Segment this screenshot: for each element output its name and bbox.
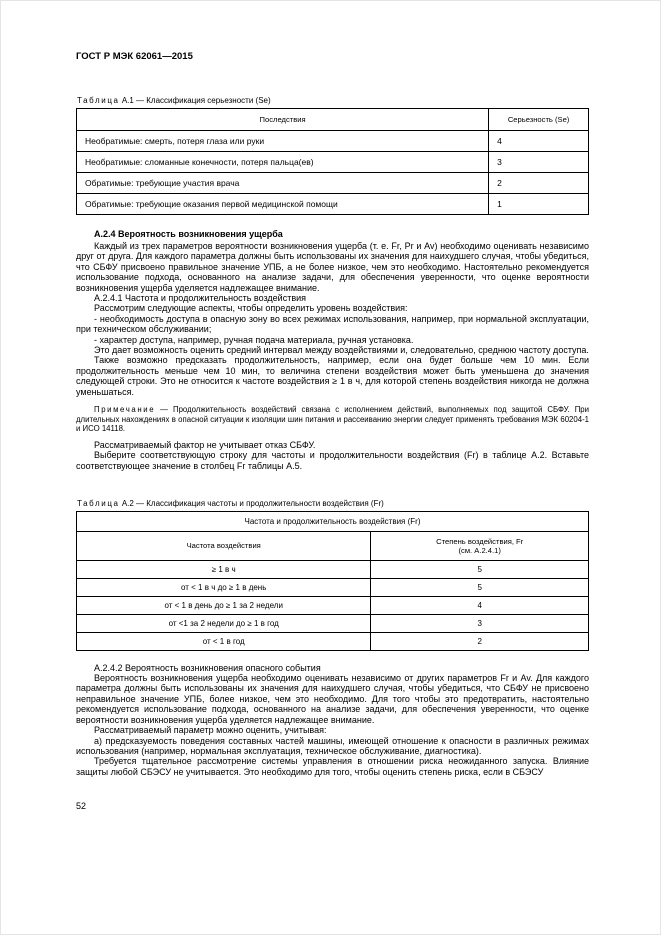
frequency-cell: от <1 за 2 недели до ≥ 1 в год: [77, 614, 371, 632]
table-row: [77, 560, 589, 578]
paragraph: Также возможно предсказать продолжительность, например, если она будет больше чем 10 мин. Если продолжительность меньше чем 10 мин, то величина степени воздействия может быть уменьшена до значения следующей строки. Это не относится к частоте воздействия ≥ 1 в ч, для которой степень воздействия никогда не должна уменьшаться.: [76, 355, 589, 397]
table-a1-col-consequences: Последствия: [77, 109, 489, 131]
degree-cell: 5: [371, 560, 589, 578]
degree-cell: 2: [371, 632, 589, 650]
severity-cell: 4: [489, 131, 589, 152]
note: [76, 405, 589, 434]
frequency-cell: от < 1 в день до ≥ 1 за 2 недели: [77, 596, 371, 614]
table-a2-col-degree: [371, 531, 589, 560]
paragraph: Требуется тщательное рассмотрение системы управления в отношении риска неожиданного запуска. Влияние защиты любой СБЭСУ не учитывается. Это необходимо для того, чтобы оценить степень риска, если в СБЭСУ: [76, 756, 589, 777]
severity-cell: 1: [489, 194, 589, 215]
list-item: - необходимость доступа в опасную зону во всех режимах использования, например, при нормальной эксплуатации, при техническом обслуживании;: [76, 313, 589, 335]
table-row: [77, 152, 589, 173]
degree-cell: 3: [371, 614, 589, 632]
degree-cell: 5: [371, 578, 589, 596]
table-a1-caption: [77, 96, 589, 105]
paragraph: Рассматриваемый параметр можно оценить, учитывая:: [94, 725, 327, 736]
table-a2-subheader-row: [77, 531, 589, 560]
section-heading-a241: А.2.4.1 Частота и продолжительность воздействия: [94, 293, 307, 304]
table-a1-caption-word: Таблица: [77, 96, 120, 105]
paragraph: Это дает возможность оценить средний интервал между воздействиями и, следовательно, среднюю частоту доступа.: [94, 344, 589, 355]
table-a2-col-degree-line1: Степень воздействия, Fr: [436, 536, 524, 546]
consequence-cell: Необратимые: смерть, потеря глаза или руки: [77, 131, 489, 152]
table-a1-header-row: [77, 109, 589, 131]
severity-cell: 3: [489, 152, 589, 173]
table-a2-merged-header: Частота и продолжительность воздействия (Fr): [77, 511, 589, 531]
severity-cell: 2: [489, 173, 589, 194]
page-number: 52: [76, 801, 87, 812]
section-heading-a24: А.2.4 Вероятность возникновения ущерба: [94, 229, 283, 239]
table-a2-merged-header-row: [77, 511, 589, 531]
table-row: [77, 596, 589, 614]
standard-designation: ГОСТ Р МЭК 62061—2015: [76, 51, 193, 62]
paragraph: Каждый из трех параметров вероятности возникновения ущерба (т. е. Fr, Pr и Av) необходимо оценивать независимо друг от друга. Для каждого параметра должны быть использованы их значения для наихудшего случая, чтобы убедиться, что СБФУ присвоено правильное значение УПБ, а не более низкое, чем это необходимо. Настоятельно рекомендуется использование подхода, основанного на анализе задачи, для обеспечения уверенности, что оценке вероятности возникновения ущерба уделяется надлежащее внимание.: [76, 241, 589, 293]
table-row: [77, 578, 589, 596]
table-a1-caption-text: А.1 — Классификация серьезности (Se): [121, 96, 271, 105]
paragraph: Рассматриваемый фактор не учитывает отказ СБФУ.: [94, 439, 316, 450]
consequence-cell: Обратимые: требующие участия врача: [77, 173, 489, 194]
paragraph: Выберите соответствующую строку для частоты и продолжительности воздействия (Fr) в таблице А.2. Вставьте соответствующее значение в столбец Fr таблицы А.5.: [76, 450, 589, 471]
table-a2-caption: [77, 499, 589, 508]
degree-cell: 4: [371, 596, 589, 614]
table-row: [77, 131, 589, 152]
table-a1-col-severity: Серьезность (Se): [489, 109, 589, 131]
note-word: Примечание: [94, 405, 156, 415]
consequence-cell: Необратимые: сломанные конечности, потеря пальца(ев): [77, 152, 489, 173]
table-row: [77, 614, 589, 632]
table-a2: [76, 511, 589, 651]
table-row: [77, 173, 589, 194]
table-a2-caption-word: Таблица: [77, 498, 120, 508]
table-row: [77, 194, 589, 215]
consequence-cell: Обратимые: требующие оказания первой медицинской помощи: [77, 194, 489, 215]
table-a2-col-frequency: Частота воздействия: [77, 531, 371, 560]
table-a2-caption-text: А.2 — Классификация частоты и продолжительности воздействия (Fr): [121, 498, 384, 508]
list-item: - характер доступа, например, ручная подача материала, ручная установка.: [94, 334, 414, 345]
frequency-cell: от < 1 в год: [77, 632, 371, 650]
paragraph: Вероятность возникновения ущерба необходимо оценивать независимо от других параметров Fr и Av. Для каждого параметра должны быть использованы их значения для наихудшего случая, чтобы убедиться, что СБФУ не присвоено неправильное значение УПБ, более низкое, чем это необходимо. Для того чтобы это предотвратить, настоятельно рекомендуется использование подхода, основанного на анализе задачи, для обеспечения уверенности, что оценке вероятности возникновения ущерба уделяется надлежащее внимание.: [76, 672, 589, 725]
section-heading-a242: А.2.4.2 Вероятность возникновения опасного события: [94, 662, 321, 673]
paragraph: Рассмотрим следующие аспекты, чтобы определить уровень воздействия:: [94, 303, 408, 314]
note-text: — Продолжительность воздействий связана с исполнением действий, выполняемых под защитой СБФУ. При длительных нахождениях в опасной ситуации к изоляции шин питания и рассеиванию энергии следует применять требования МЭК 60204-1 и ИСО 14118.: [76, 405, 589, 434]
paragraph: а) предсказуемость поведения составных частей машины, имеющей отношение к опасности в различных режимах использования (например, нормальная эксплуатация, техническое обслуживание, диагностика).: [76, 735, 589, 756]
frequency-cell: от < 1 в ч до ≥ 1 в день: [77, 578, 371, 596]
frequency-cell: ≥ 1 в ч: [77, 560, 371, 578]
table-row: [77, 632, 589, 650]
table-a1: [76, 108, 589, 215]
table-a2-col-degree-line2: (см. А.2.4.1): [458, 545, 501, 555]
